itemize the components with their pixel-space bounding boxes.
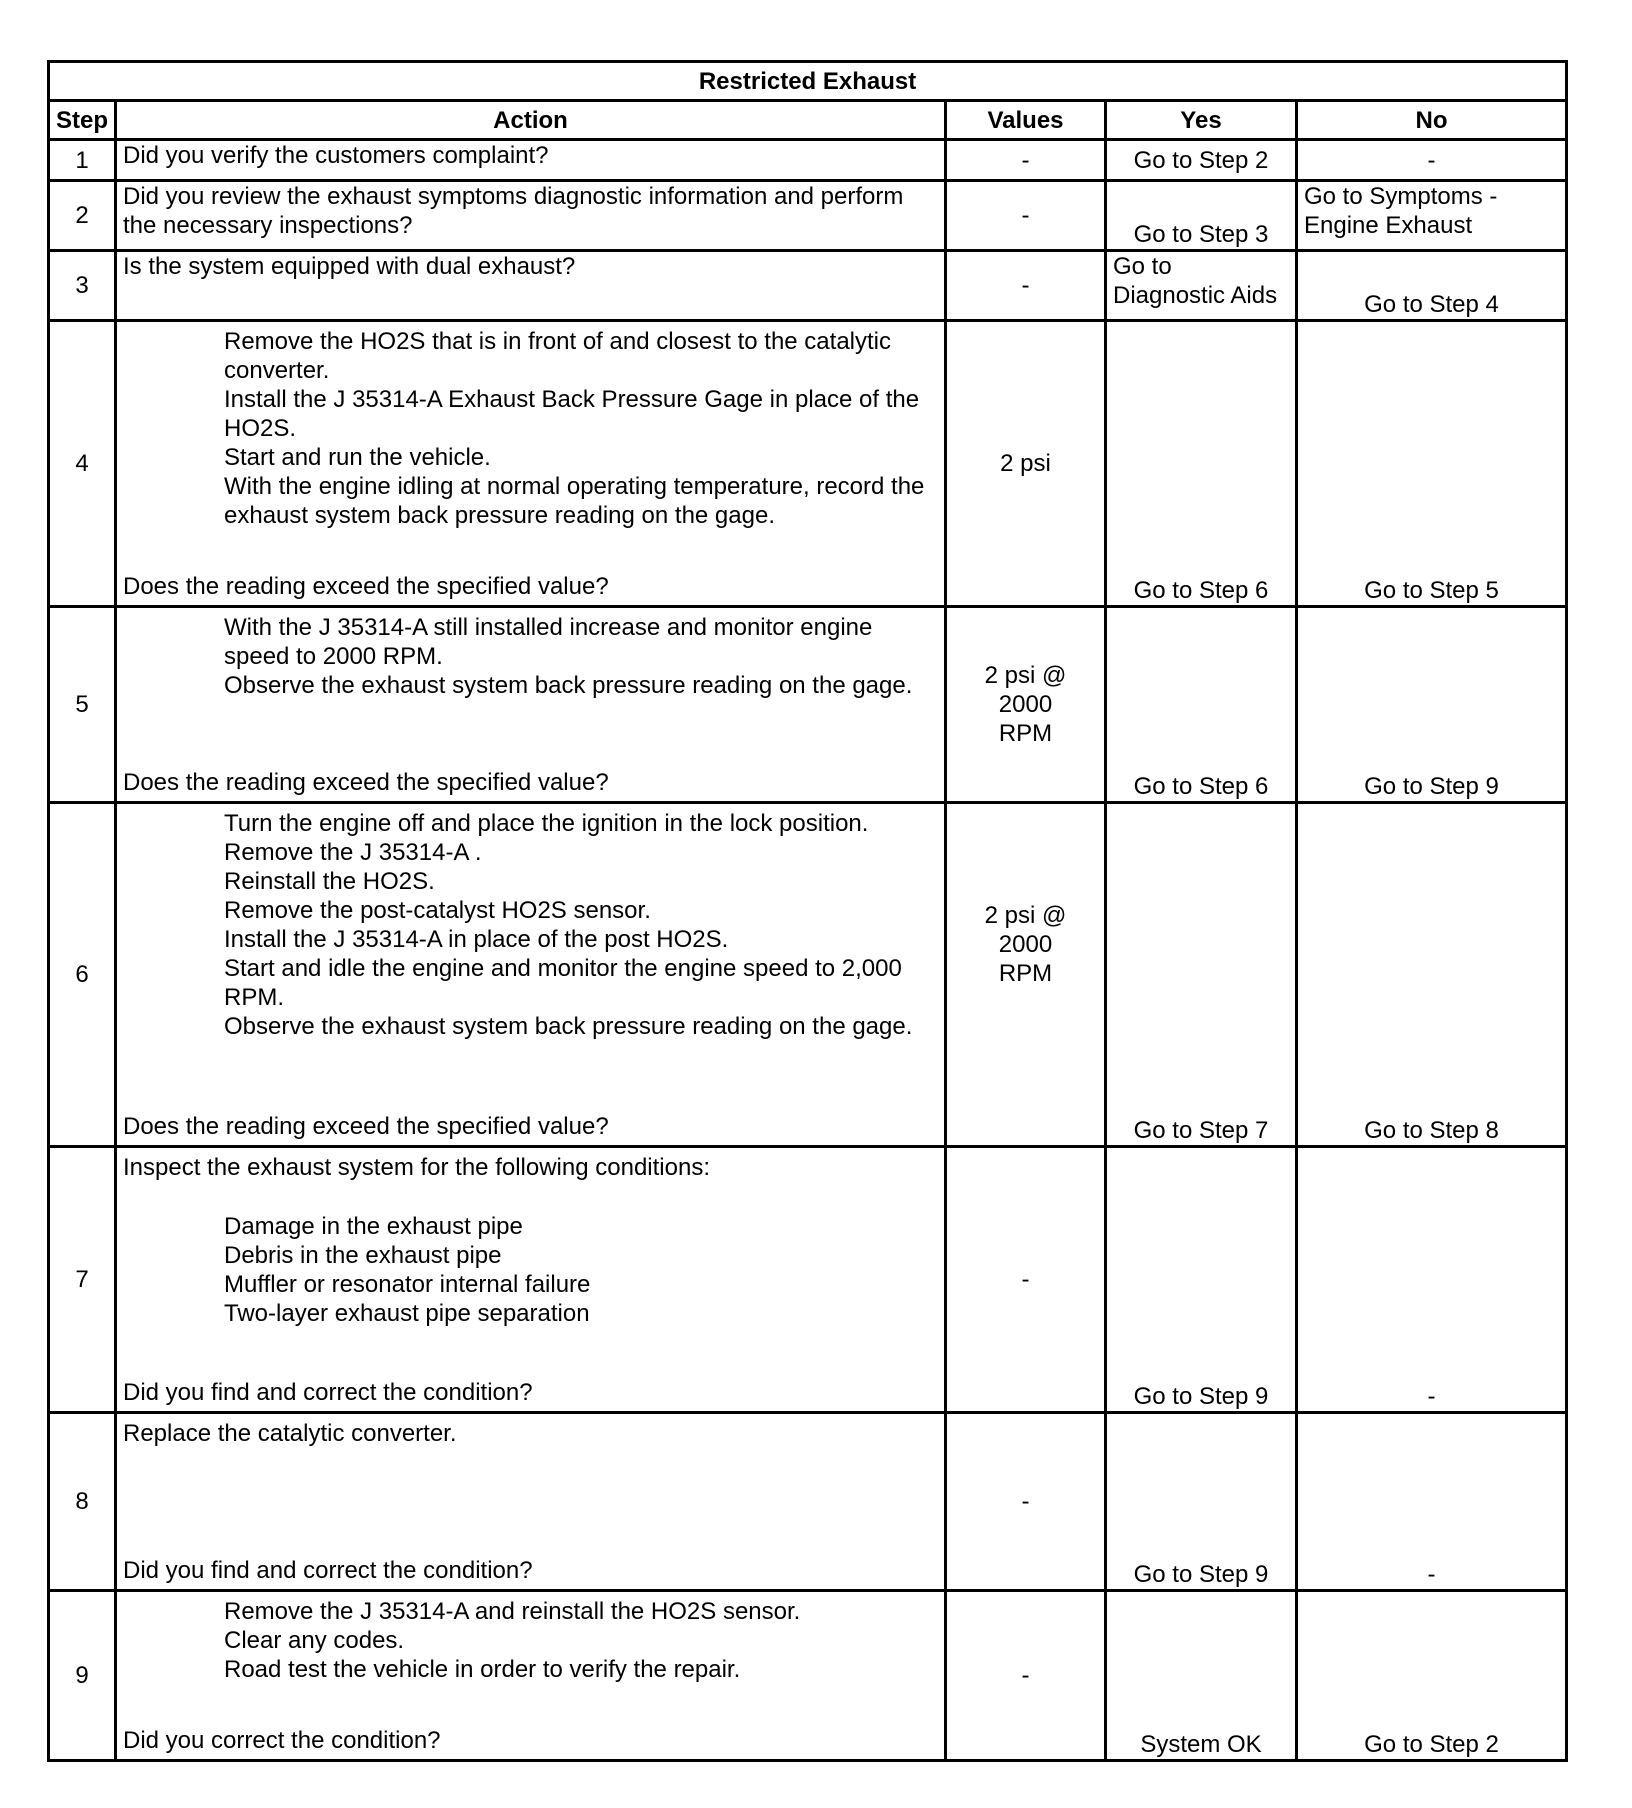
spec-value: - (1021, 202, 1030, 229)
action-cell (116, 803, 946, 1147)
yes-result: Go to Step 9 (1106, 1147, 1297, 1413)
action-item: Remove the J 35314-A and reinstall the HO2S sensor. (224, 1597, 801, 1625)
action-instructions (123, 613, 938, 700)
action-item: Install the J 35314-A in place of the post HO2S. (224, 925, 729, 953)
action-content (123, 1153, 938, 1407)
spec-value: 2 psi (1000, 450, 1051, 477)
table-row (49, 140, 1567, 181)
action-content (123, 1597, 938, 1755)
no-result: Go to Step 4 (1297, 251, 1567, 321)
action-item: Start and run the vehicle. (224, 443, 491, 471)
action-instructions (123, 1419, 938, 1448)
action-question: Does the reading exceed the specified value? (123, 768, 609, 796)
action-content (123, 182, 938, 240)
action-cell (116, 1147, 946, 1413)
action-item: Remove the J 35314-A . (224, 838, 482, 866)
action-instructions (123, 1597, 938, 1684)
action-content (123, 613, 938, 797)
value-cell (946, 803, 1106, 1147)
action-cell (116, 181, 946, 251)
action-question: Does the reading exceed the specified value? (123, 572, 609, 600)
header-no: No (1297, 101, 1567, 140)
step-number: 2 (49, 181, 116, 251)
yes-result: Go to Diagnostic Aids (1106, 251, 1297, 321)
action-item: Reinstall the HO2S. (224, 867, 435, 895)
table-body (49, 140, 1567, 1761)
action-item: Remove the HO2S that is in front of and closest to the catalytic converter. (224, 327, 891, 384)
spec-value: - (1021, 146, 1030, 174)
action-item-list (123, 327, 938, 530)
yes-result: Go to Step 7 (1106, 803, 1297, 1147)
action-item: Observe the exhaust system back pressure reading on the gage. (224, 671, 913, 699)
action-item: Observe the exhaust system back pressure reading on the gage. (224, 1012, 913, 1040)
table-title: Restricted Exhaust (49, 62, 1567, 101)
action-content (123, 252, 938, 310)
action-cell (116, 1413, 946, 1591)
action-item: With the engine idling at normal operating temperature, record the exhaust system back pressure reading on the gage. (224, 472, 925, 529)
action-intro: Did you verify the customers complaint? (123, 142, 549, 169)
action-cell (116, 1591, 946, 1761)
restricted-exhaust-table (47, 60, 1568, 1762)
step-number: 5 (49, 607, 116, 803)
value-cell (946, 1413, 1106, 1591)
header-step: Step (49, 101, 116, 140)
spec-value: 2 psi @ 2000 RPM (984, 902, 1067, 987)
table-row (49, 607, 1567, 803)
action-item: Remove the post-catalyst HO2S sensor. (224, 896, 651, 924)
action-item: Road test the vehicle in order to verify the repair. (224, 1655, 741, 1683)
action-instructions (123, 1153, 938, 1328)
step-number: 6 (49, 803, 116, 1147)
table-row (49, 803, 1567, 1147)
action-item: Two-layer exhaust pipe separation (224, 1299, 590, 1327)
action-content (123, 809, 938, 1141)
table-row (49, 321, 1567, 607)
action-content (123, 1419, 938, 1585)
action-intro: Inspect the exhaust system for the following conditions: (123, 1153, 710, 1181)
action-cell (116, 607, 946, 803)
action-content (123, 141, 938, 170)
action-instructions (123, 252, 938, 281)
no-result: Go to Step 5 (1297, 321, 1567, 607)
action-item: Muffler or resonator internal failure (224, 1270, 591, 1298)
no-result: Go to Step 8 (1297, 803, 1567, 1147)
no-result: Go to Step 2 (1297, 1591, 1567, 1761)
spec-value: 2 psi @ 2000 RPM (984, 662, 1067, 747)
value-cell (946, 321, 1106, 607)
yes-result: Go to Step 3 (1106, 181, 1297, 251)
no-result: - (1297, 1147, 1567, 1413)
step-number: 9 (49, 1591, 116, 1761)
header-action: Action (116, 101, 946, 140)
value-cell (946, 607, 1106, 803)
table-row (49, 1147, 1567, 1413)
value-cell (946, 1591, 1106, 1761)
action-item-list (123, 1212, 938, 1328)
action-intro: Did you review the exhaust symptoms diagnostic information and perform the necessary inspections? (123, 183, 904, 239)
step-number: 7 (49, 1147, 116, 1413)
action-cell (116, 140, 946, 181)
action-instructions (123, 327, 938, 530)
action-cell (116, 321, 946, 607)
spec-value: - (1021, 272, 1030, 299)
action-item: Debris in the exhaust pipe (224, 1241, 502, 1269)
value-cell (946, 181, 1106, 251)
action-item: Clear any codes. (224, 1626, 405, 1654)
table-row (49, 251, 1567, 321)
no-result: - (1297, 1413, 1567, 1591)
table-row (49, 181, 1567, 251)
table-row (49, 1591, 1567, 1761)
table-row (49, 1413, 1567, 1591)
spec-value: - (1021, 1662, 1030, 1689)
yes-result: System OK (1106, 1591, 1297, 1761)
header-values: Values (946, 101, 1106, 140)
step-number: 3 (49, 251, 116, 321)
step-number: 8 (49, 1413, 116, 1591)
step-number: 1 (49, 140, 116, 181)
action-question: Did you find and correct the condition? (123, 1556, 533, 1584)
yes-result: Go to Step 2 (1106, 140, 1297, 181)
action-intro: Is the system equipped with dual exhaust? (123, 253, 576, 280)
action-cell (116, 251, 946, 321)
yes-result: Go to Step 6 (1106, 607, 1297, 803)
action-question: Did you find and correct the condition? (123, 1378, 533, 1406)
action-question: Did you correct the condition? (123, 1726, 441, 1754)
no-result: Go to Step 9 (1297, 607, 1567, 803)
value-cell (946, 1147, 1106, 1413)
action-item-list (123, 809, 938, 1041)
action-instructions (123, 141, 938, 170)
spec-value: - (1021, 1488, 1030, 1515)
yes-result: Go to Step 9 (1106, 1413, 1297, 1591)
action-intro: Replace the catalytic converter. (123, 1419, 457, 1447)
action-item: Install the J 35314-A Exhaust Back Pressure Gage in place of the HO2S. (224, 385, 920, 442)
no-result: - (1297, 140, 1567, 181)
action-item: Turn the engine off and place the ignition in the lock position. (224, 809, 869, 837)
action-item: Start and idle the engine and monitor the engine speed to 2,000 RPM. (224, 954, 902, 1011)
action-instructions (123, 809, 938, 1041)
action-item-list (123, 1597, 938, 1684)
yes-result: Go to Step 6 (1106, 321, 1297, 607)
action-question: Does the reading exceed the specified value? (123, 1112, 609, 1140)
action-item: With the J 35314-A still installed increase and monitor engine speed to 2000 RPM. (224, 613, 873, 670)
action-item: Damage in the exhaust pipe (224, 1212, 523, 1240)
action-instructions (123, 182, 938, 240)
value-cell (946, 251, 1106, 321)
value-cell (946, 140, 1106, 181)
step-number: 4 (49, 321, 116, 607)
action-content (123, 327, 938, 601)
no-result: Go to Symptoms - Engine Exhaust (1297, 181, 1567, 251)
action-item-list (123, 613, 938, 700)
header-yes: Yes (1106, 101, 1297, 140)
spec-value: - (1021, 1266, 1030, 1293)
